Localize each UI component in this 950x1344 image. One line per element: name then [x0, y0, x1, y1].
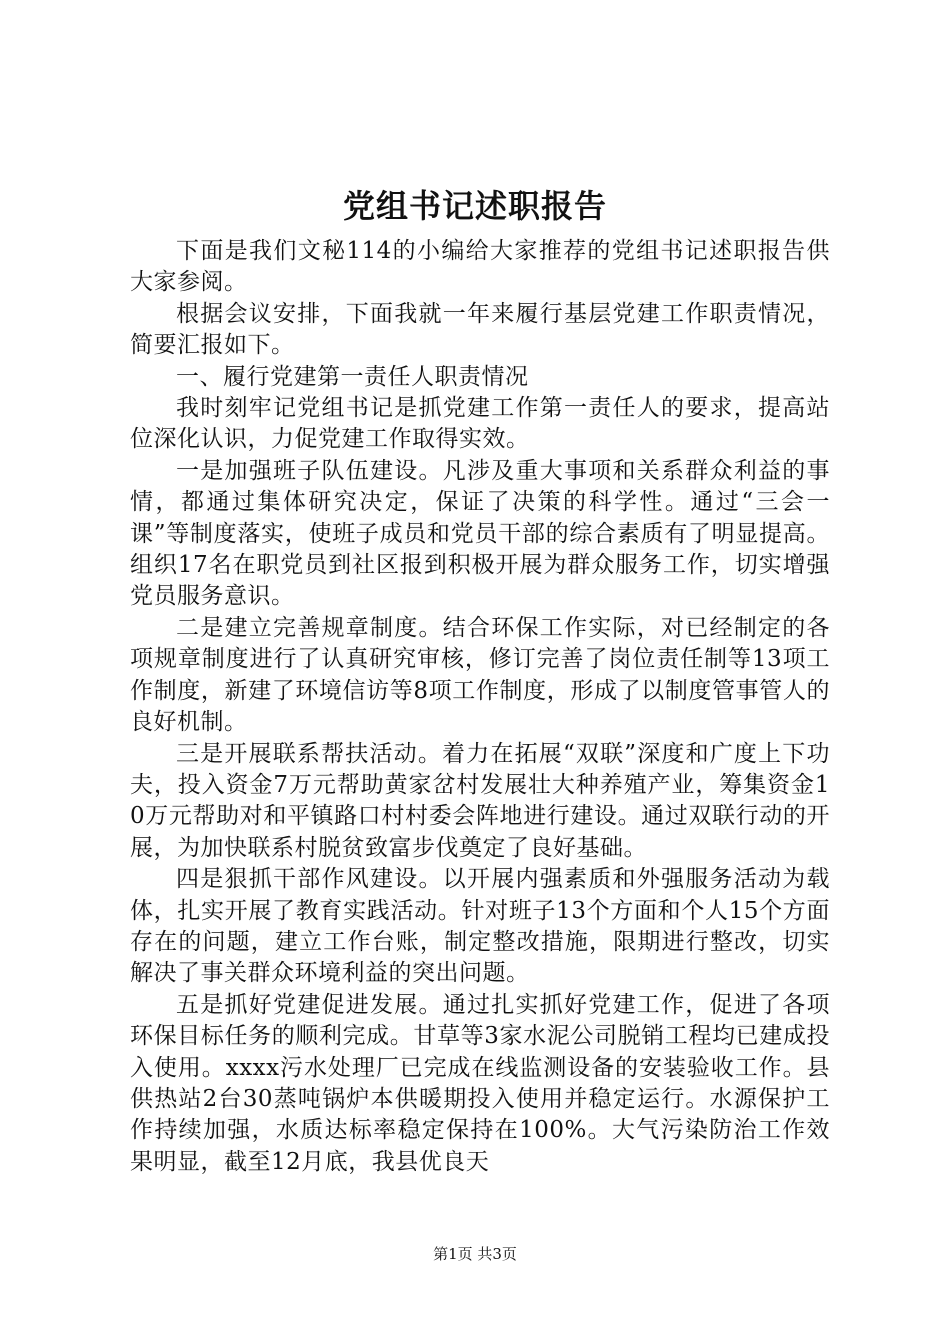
paragraph-point-1: 一是加强班子队伍建设。凡涉及重大事项和关系群众利益的事情，都通过集体研究决定，保证了决策的科学性。通过“三会一课”等制度落实，使班子成员和党员干部的综合素质有了明显提高。组织17名在职党员到社区报到积极开展为群众服务工作，切实增强党员服务意识。 [130, 457, 830, 610]
paragraph-meeting: 根据会议安排，下面我就一年来履行基层党建工作职责情况，简要汇报如下。 [130, 300, 830, 359]
paragraph-point-3: 三是开展联系帮扶活动。着力在拓展“双联”深度和广度上下功夫，投入资金7万元帮助黄家岔村发展壮大种养殖产业，筹集资金10万元帮助对和平镇路口村村委会阵地进行建设。通过双联行动的开展，为加快联系村脱贫致富步伐奠定了良好基础。 [130, 740, 830, 861]
paragraph-point-5: 五是抓好党建促进发展。通过扎实抓好党建工作，促进了各项环保目标任务的顺利完成。甘草等3家水泥公司脱销工程均已建成投入使用。xxxx污水处理厂已完成在线监测设备的安装验收工作。县供热站2台30蒸吨锅炉本供暖期投入使用并稳定运行。水源保护工作持续加强，水质达标率稳定保持在100%。大气污染防治工作效果明显，截至12月底，我县优良天 [130, 991, 830, 1175]
paragraph-intro: 下面是我们文秘114的小编给大家推荐的党组书记述职报告供大家参阅。 [130, 238, 830, 296]
paragraph-point-2: 二是建立完善规章制度。结合环保工作实际，对已经制定的各项规章制度进行了认真研究审核，修订完善了岗位责任制等13项工作制度，新建了环境信访等8项工作制度，形成了以制度管事管人的良好机制。 [130, 614, 830, 736]
document-body [130, 236, 830, 1178]
paragraph-responsibility: 我时刻牢记党组书记是抓党建工作第一责任人的要求，提高站位深化认识，力促党建工作取得实效。 [130, 395, 830, 453]
paragraph-point-4: 四是狠抓干部作风建设。以开展内强素质和外强服务活动为载体，扎实开展了教育实践活动。针对班子13个方面和个人15个方面存在的问题，建立工作台账，制定整改措施，限期进行整改，切实解决了事关群众环境利益的突出问题。 [130, 866, 830, 987]
page-footer: 第1页 共3页 [433, 1245, 517, 1263]
document-title: 党组书记述职报告 [342, 187, 607, 225]
section-heading-1: 一、履行党建第一责任人职责情况 [176, 363, 529, 390]
